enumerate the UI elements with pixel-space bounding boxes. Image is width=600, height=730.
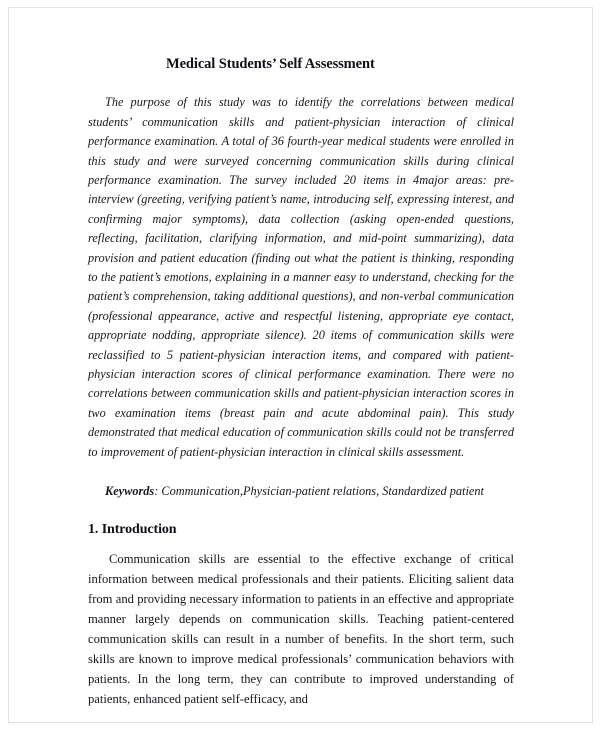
keywords-value: Communication,Physician-patient relations, Standardized patient	[161, 484, 484, 499]
introduction-paragraph: Communication skills are essential to the effective exchange of critical information between medical professionals and their patients. Eliciting salient data from and providing necessary information to patients in an effective and appropriate manner largely depends on communication skills. Teaching patient-centered communication skills can result in a number of benefits. In the short term, such skills are known to improve medical professionals’ communication behaviors with patients. In the long term, they can contribute to improved understanding of patients, enhanced patient self-efficacy, and	[88, 551, 514, 706]
keywords-label: Keywords	[105, 484, 155, 499]
keywords-separator: :	[154, 484, 162, 499]
abstract-paragraph: The purpose of this study was to identify the correlations between medical students’ communication skills and patient-physician interaction of clinical performance examination. A total of 36 fourth-year medical students were enrolled in this study and were surveyed concerning communication skills during clinical performance examination. The survey included 20 items in 4major areas: pre-interview (greeting, verifying patient’s name, introducing self, expressing interest, and confirming major symptoms), data collection (asking open-ended questions, reflecting, facilitation, clarifying information, and mid-point summarizing), data provision and patient education (finding out what the patient is thinking, responding to the patient’s emotions, explaining in a manner easy to understand, checking for the patient’s comprehension, taking additional questions), and non-verbal communication (professional appearance, active and respectful listening, appropriate eye contact, appropriate nodding, appropriate silence). 20 items of communication skills were reclassified to 5 patient-physician interaction items, and compared with patient-physician interaction scores of clinical performance examination. There were no correlations between communication skills and patient-physician interaction scores in two examination items (breast pain and acute abdominal pain). This study demonstrated that medical education of communication skills could not be transferred to improvement of patient-physician interaction in clinical skills assessment.	[88, 95, 514, 459]
page-title: Medical Students’ Self Assessment	[166, 56, 375, 72]
section-heading-introduction: 1. Introduction	[88, 522, 177, 538]
document-page	[8, 7, 593, 723]
keywords-line	[88, 482, 514, 501]
document-content	[88, 56, 514, 709]
